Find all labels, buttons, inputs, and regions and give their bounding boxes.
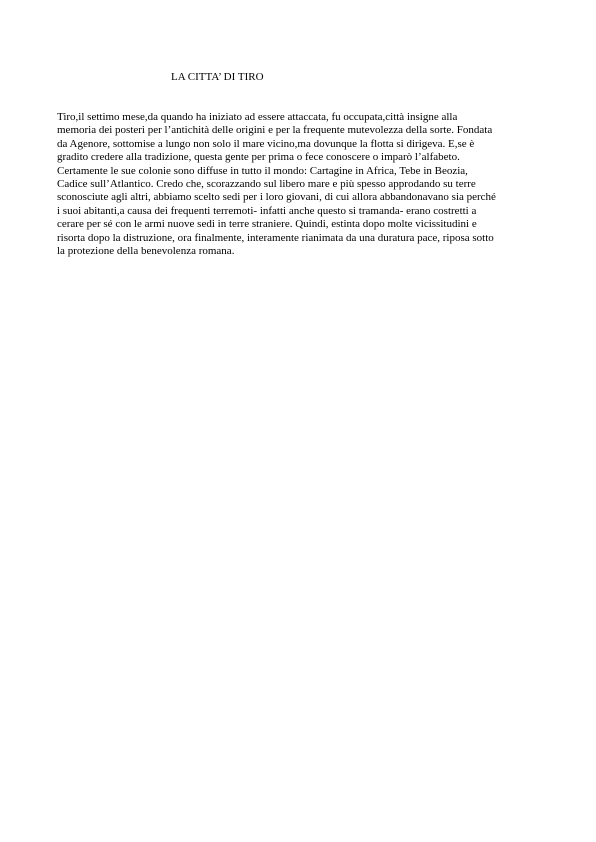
paragraph-line: Tiro,il settimo mese,da quando ha iniziato ad essere attaccata, fu occupata,città insigne alla bbox=[57, 111, 458, 123]
paragraph-line: Certamente le sue colonie sono diffuse in tutto il mondo: Cartagine in Africa, Tebe in Beozia, bbox=[57, 164, 468, 177]
paragraph-line: memoria dei posteri per l’antichità delle origini e per la frequente mutevolezza della sorte. Fondata bbox=[57, 124, 493, 137]
paragraph-line: i suoi abitanti,a causa dei frequenti terremoti- infatti anche questo si tramanda- erano costretti a bbox=[57, 204, 477, 217]
body-paragraph bbox=[57, 111, 547, 258]
paragraph-line: cerare per sé con le armi nuove sedi in terre straniere. Quindi, estinta dopo molte vicissitudini e bbox=[57, 218, 477, 231]
document-title: LA CITTA’ DI TIRO bbox=[171, 71, 264, 83]
paragraph-line: Cadice sull’Atlantico. Credo che, scorazzando sul libero mare e più spesso approdando su terre bbox=[57, 178, 476, 191]
paragraph-line: la protezione della benevolenza romana. bbox=[57, 245, 235, 258]
paragraph-line: risorta dopo la distruzione, ora finalmente, interamente rianimata da una duratura pace, riposa sotto bbox=[57, 231, 494, 244]
paragraph-line: sconosciute agli altri, abbiamo scelto sedi per i loro giovani, di cui allora abbandonavano sia perché bbox=[57, 191, 496, 204]
paragraph-line: da Agenore, sottomise a lungo non solo il mare vicino,ma dovunque la flotta si dirigeva. E,se è bbox=[57, 137, 475, 150]
paragraph-line: gradito credere alla tradizione, questa gente per prima o fece conoscere o imparò l’alfabeto. bbox=[57, 151, 460, 164]
